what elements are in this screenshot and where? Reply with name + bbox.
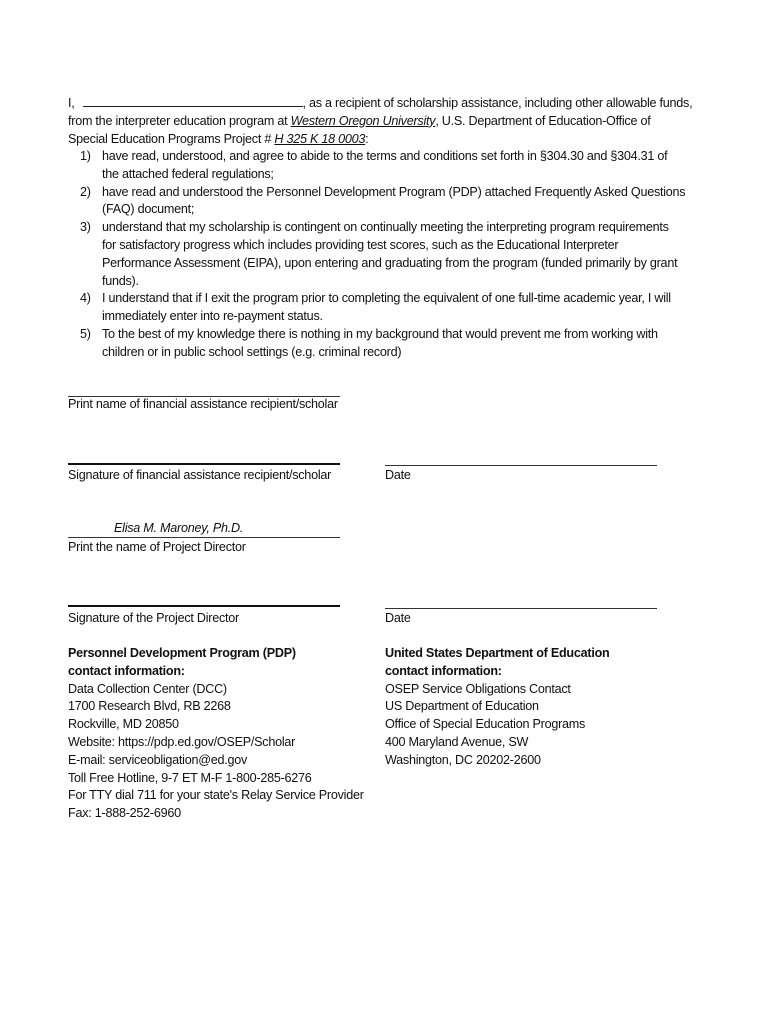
term-text-line: the attached federal regulations; [102,166,274,181]
pdp-contact-line: Website: https://pdp.ed.gov/OSEP/Scholar [68,734,296,749]
director-name-line [68,537,340,538]
ed-contact-heading-2: contact information: [385,663,502,678]
ed-contact-line: Washington, DC 20202-2600 [385,752,541,767]
term-text-line: children or in public school settings (e.g. criminal record) [102,344,402,359]
term-text-line: I understand that if I exit the program prior to completing the equivalent of one full-time academic year, I will [102,291,671,306]
intro-text-1: , as a recipient of scholarship assistance, including other allowable funds, [302,96,693,110]
term-text-line: To the best of my knowledge there is nothing in my background that would prevent me from working with [102,326,658,341]
term-text-line: immediately enter into re-payment status. [102,309,323,324]
term-text-line: have read and understood the Personnel Development Program (PDP) attached Frequently Asked Questions [102,184,686,199]
recipient-name-blank[interactable] [83,94,303,107]
pdp-contact-line: Toll Free Hotline, 9-7 ET M-F 1-800-285-6276 [68,770,312,785]
term-text-line: have read, understood, and agree to abide to the terms and conditions set forth in §304.30 and §304.31 of [102,149,668,163]
ed-contact-line: Office of Special Education Programs [385,717,586,732]
director-signature-label: Signature of the Project Director [68,611,239,625]
project-number: H 325 K 18 0003 [274,131,366,146]
terms-list [68,148,718,362]
intro-paragraph [68,94,708,148]
term-item [68,326,718,362]
intro-text-2a: from the interpreter education program at [68,113,291,128]
date-line-2[interactable] [385,608,657,609]
intro-prefix: I, [68,96,75,110]
pdp-contact-heading-1: Personnel Development Program (PDP) [68,646,296,660]
term-text-line: understand that my scholarship is contingent on continually meeting the interpreting program requirements [102,220,669,235]
term-item [68,290,718,326]
intro-text-3a: Special Education Programs Project # [68,131,275,146]
director-signature-line[interactable] [68,605,340,607]
term-item [68,219,718,290]
date-label-1: Date [385,468,411,482]
term-text-line: (FAQ) document; [102,202,195,217]
term-number: 5) [80,326,91,341]
pdp-contact-block [68,645,364,823]
ed-contact-heading-1: United States Department of Education [385,646,610,660]
director-print-label: Print the name of Project Director [68,540,246,554]
date-line-1[interactable] [385,465,657,466]
term-text-line: funds). [102,273,139,288]
pdp-contact-line: Rockville, MD 20850 [68,717,179,732]
date-label-2: Date [385,611,411,625]
intro-text-3b: : [365,131,369,146]
recipient-signature-line[interactable] [68,463,340,465]
term-number: 2) [80,184,91,199]
print-name-label: Print name of financial assistance recipient/scholar [68,397,338,411]
institution-name: Western Oregon University [290,113,436,128]
pdp-contact-line: 1700 Research Blvd, RB 2268 [68,699,231,714]
ed-contact-line: OSEP Service Obligations Contact [385,681,571,696]
term-number: 3) [80,220,91,235]
pdp-contact-line: For TTY dial 711 for your state's Relay Service Provider [68,788,364,803]
director-name: Elisa M. Maroney, Ph.D. [114,521,244,535]
term-item [68,184,718,220]
ed-contact-line: US Department of Education [385,699,539,714]
term-number: 4) [80,291,91,306]
term-item [68,148,718,184]
ed-contact-line: 400 Maryland Avenue, SW [385,734,529,749]
ed-contact-block [385,645,609,770]
pdp-contact-line: Fax: 1-888-252-6960 [68,806,181,821]
pdp-contact-line: E-mail: serviceobligation@ed.gov [68,752,248,767]
term-text-line: for satisfactory progress which includes providing test scores, such as the Educational Interpreter [102,237,619,252]
intro-line-2 [68,113,708,131]
recipient-signature-label: Signature of financial assistance recipient/scholar [68,468,332,482]
term-number: 1) [80,149,91,163]
intro-text-2b: , U.S. Department of Education-Office of [435,113,651,128]
pdp-contact-heading-2: contact information: [68,663,185,678]
term-text-line: Performance Assessment (EIPA), upon entering and graduating from the program (funded primarily by grant [102,255,678,270]
intro-line-1 [68,94,708,113]
pdp-contact-line: Data Collection Center (DCC) [68,681,227,696]
intro-line-3 [68,131,708,149]
